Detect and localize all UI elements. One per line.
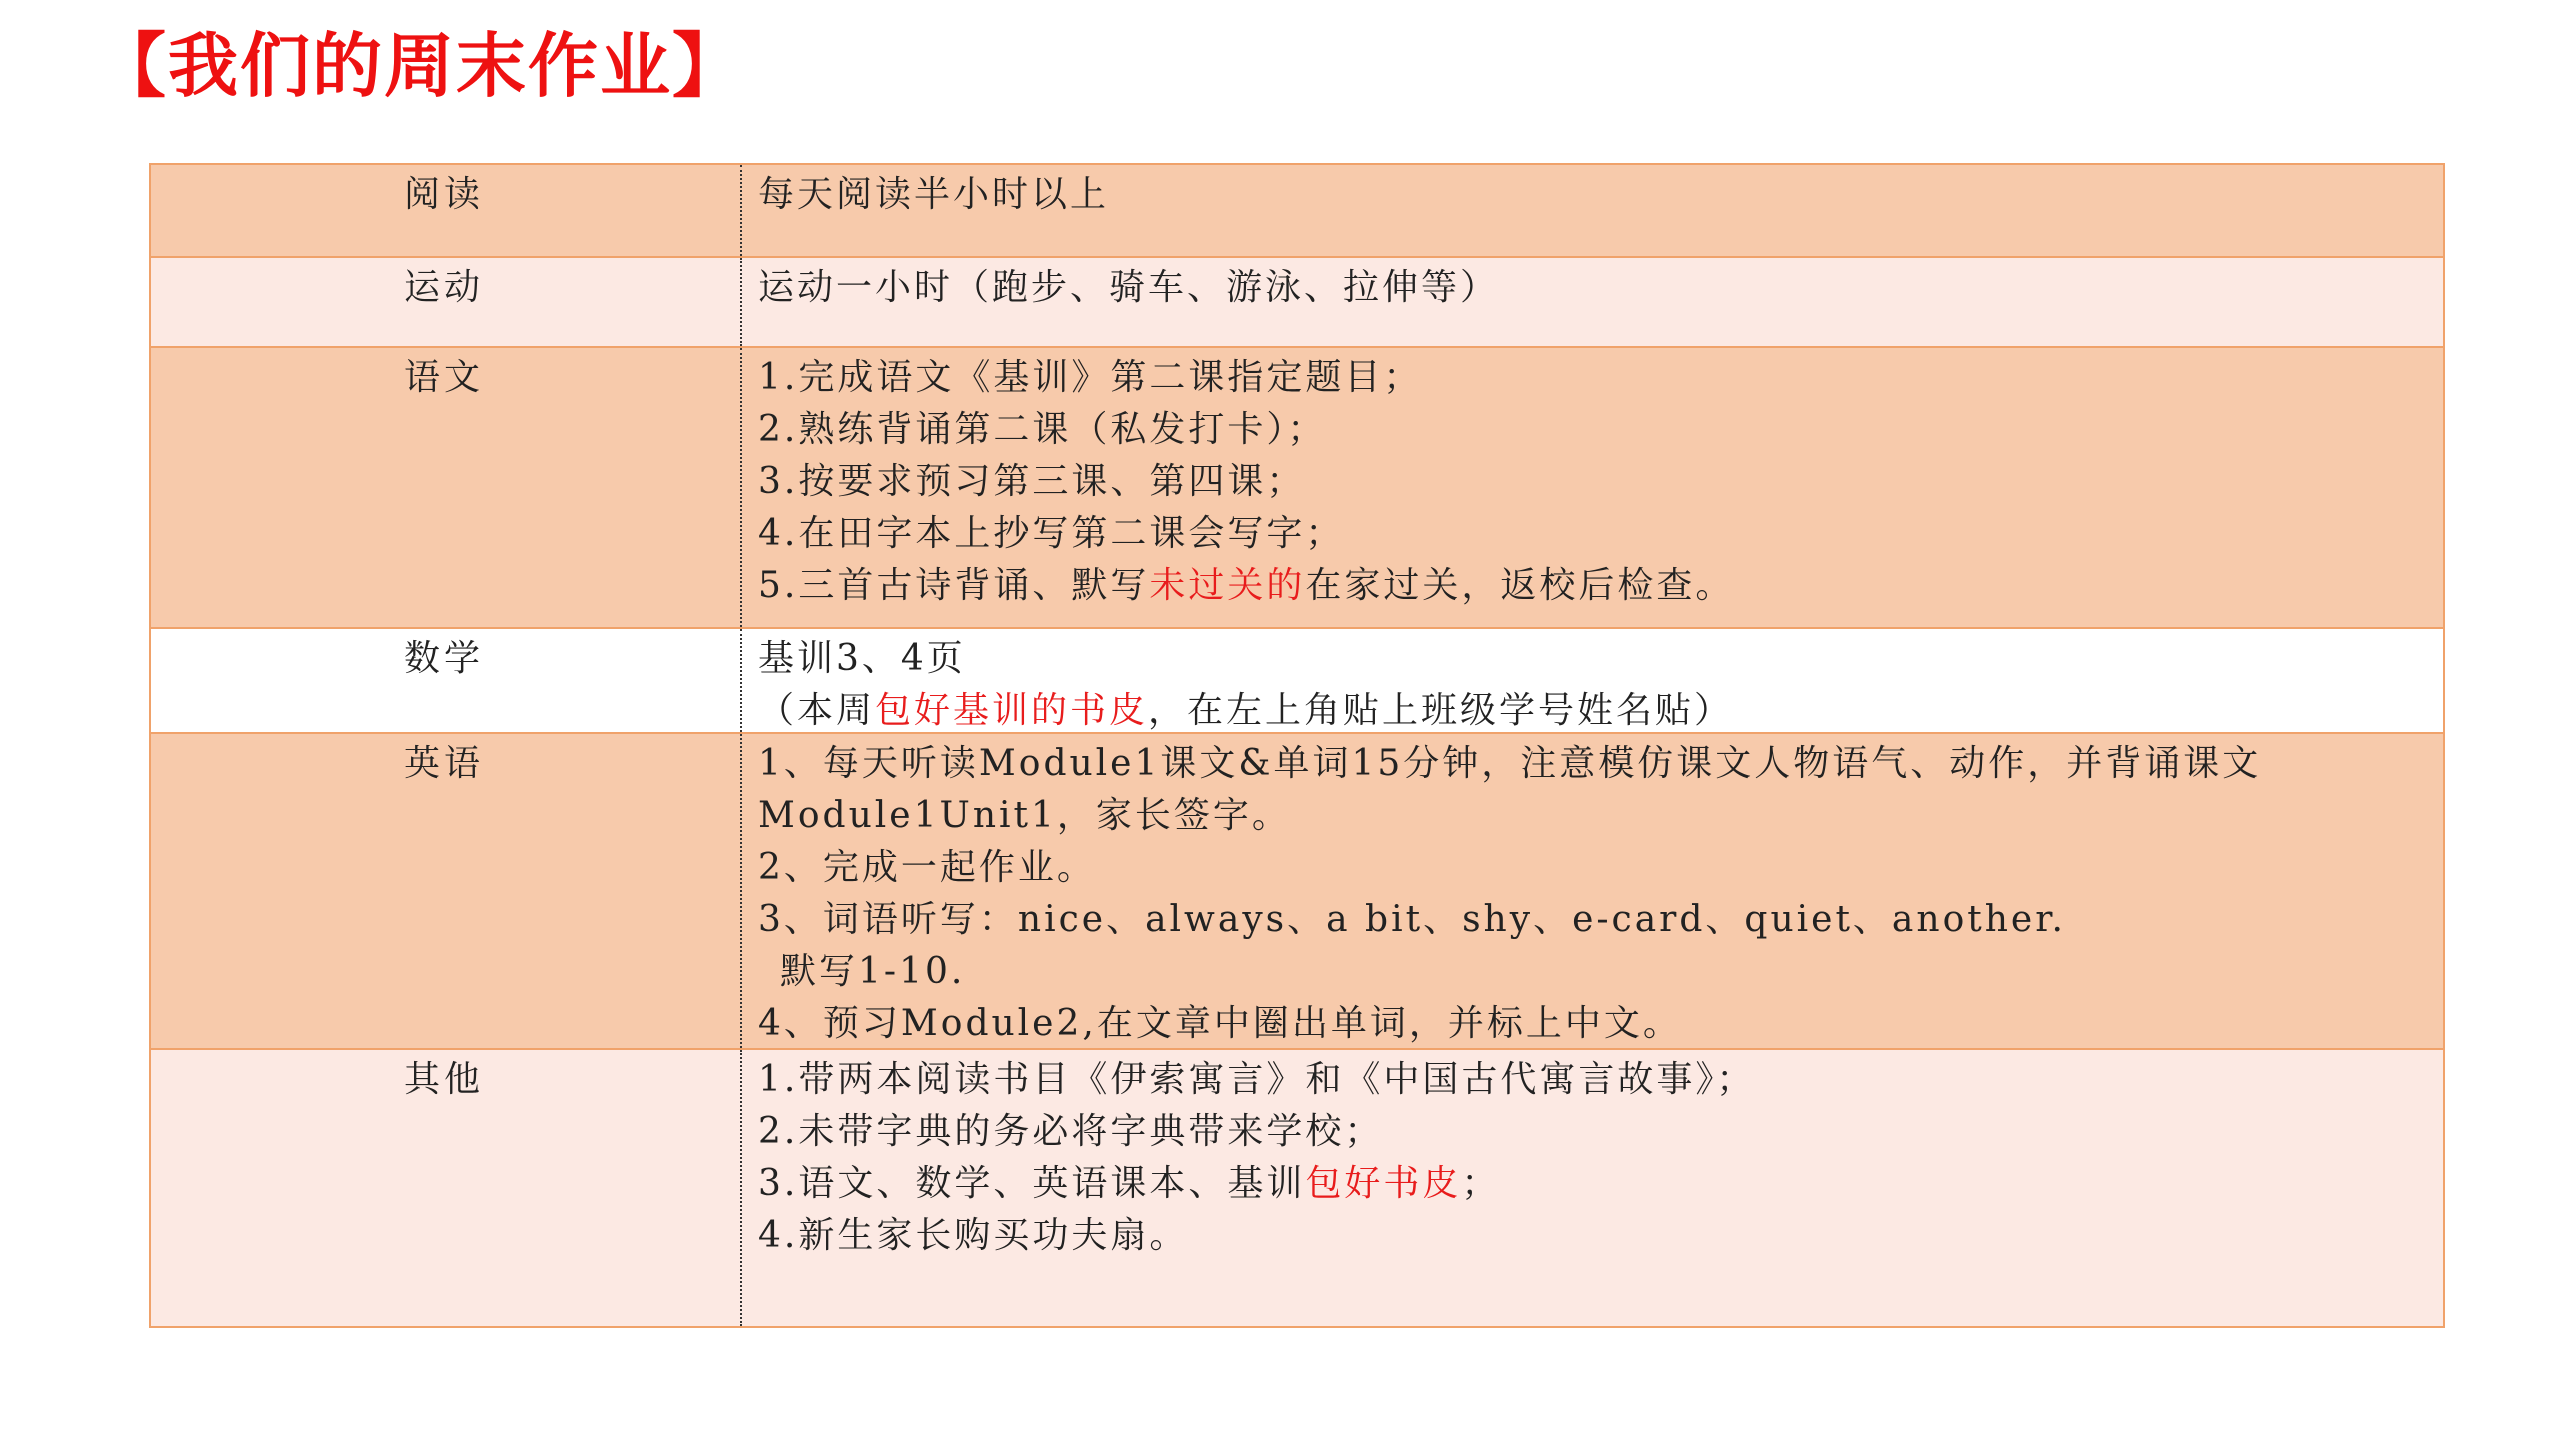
table-row-sports (151, 256, 2443, 346)
subject-chinese: 语文 (151, 348, 742, 627)
other-highlight: 包好书皮 (1305, 1163, 1462, 1204)
content-reading (742, 165, 2443, 256)
page-title: 【我们的周末作业】 (96, 25, 744, 107)
other-line-2: 2.未带字典的务必将字典带来学校； (758, 1111, 1384, 1152)
english-line-1: 1、每天听读Module1课文&单词15分钟，注意模仿课文人物语气、动作，并背诵课文 (758, 743, 2262, 784)
content-sports (742, 258, 2443, 346)
english-line-2: Module1Unit1，家长签字。 (758, 795, 1291, 836)
chinese-line-3: 3.按要求预习第三课、第四课； (758, 461, 1306, 502)
content-chinese (742, 348, 2443, 627)
math-highlight: 包好基训的书皮 (875, 690, 1149, 731)
math-line-1: 基训3、4页 (758, 638, 966, 679)
content-other (742, 1050, 2443, 1326)
table-row-reading (151, 165, 2443, 256)
english-line-5: 默写1-10. (780, 951, 966, 992)
chinese-highlight: 未过关的 (1149, 565, 1306, 606)
subject-other: 其他 (151, 1050, 742, 1326)
subject-math: 数学 (151, 629, 742, 732)
other-line-1: 1.带两本阅读书目《伊索寓言》和《中国古代寓言故事》； (758, 1059, 1756, 1100)
other-line-3 (758, 1158, 2443, 1210)
chinese-line-4: 4.在田字本上抄写第二课会写字； (758, 513, 1345, 554)
table-row-english (151, 732, 2443, 1048)
chinese-line-1: 1.完成语文《基训》第二课指定题目； (758, 357, 1423, 398)
chinese-line-5 (758, 560, 2443, 612)
content-english (742, 734, 2443, 1048)
english-line-4: 3、词语听写：nice、always、a bit、shy、e-card、quiet、another. (758, 899, 2066, 940)
chinese-line-5-a: 5.三首古诗背诵、默写 (758, 565, 1150, 606)
sports-line-1: 运动一小时（跑步、骑车、游泳、拉伸等） (758, 267, 1500, 308)
english-line-6: 4、预习Module2,在文章中圈出单词，并标上中文。 (758, 1003, 1682, 1044)
other-line-3-c: ； (1461, 1163, 1501, 1204)
chinese-line-5-c: 在家过关，返校后检查。 (1305, 565, 1735, 606)
subject-reading: 阅读 (151, 165, 742, 256)
subject-english: 英语 (151, 734, 742, 1048)
other-line-3-a: 3.语文、数学、英语课本、基训 (758, 1163, 1306, 1204)
table-row-other (151, 1048, 2443, 1326)
math-line-2 (758, 685, 2443, 737)
reading-line-1: 每天阅读半小时以上 (758, 174, 1110, 215)
table-row-math (151, 627, 2443, 732)
english-line-3: 2、完成一起作业。 (758, 847, 1096, 888)
chinese-line-2: 2.熟练背诵第二课（私发打卡）； (758, 409, 1327, 450)
subject-sports: 运动 (151, 258, 742, 346)
other-line-4: 4.新生家长购买功夫扇。 (758, 1215, 1189, 1256)
content-math (742, 629, 2443, 732)
math-line-2-a: （本周 (758, 690, 876, 731)
math-line-2-c: ，在左上角贴上班级学号姓名贴） (1148, 690, 1734, 731)
table-row-chinese (151, 346, 2443, 627)
homework-table (149, 163, 2445, 1328)
